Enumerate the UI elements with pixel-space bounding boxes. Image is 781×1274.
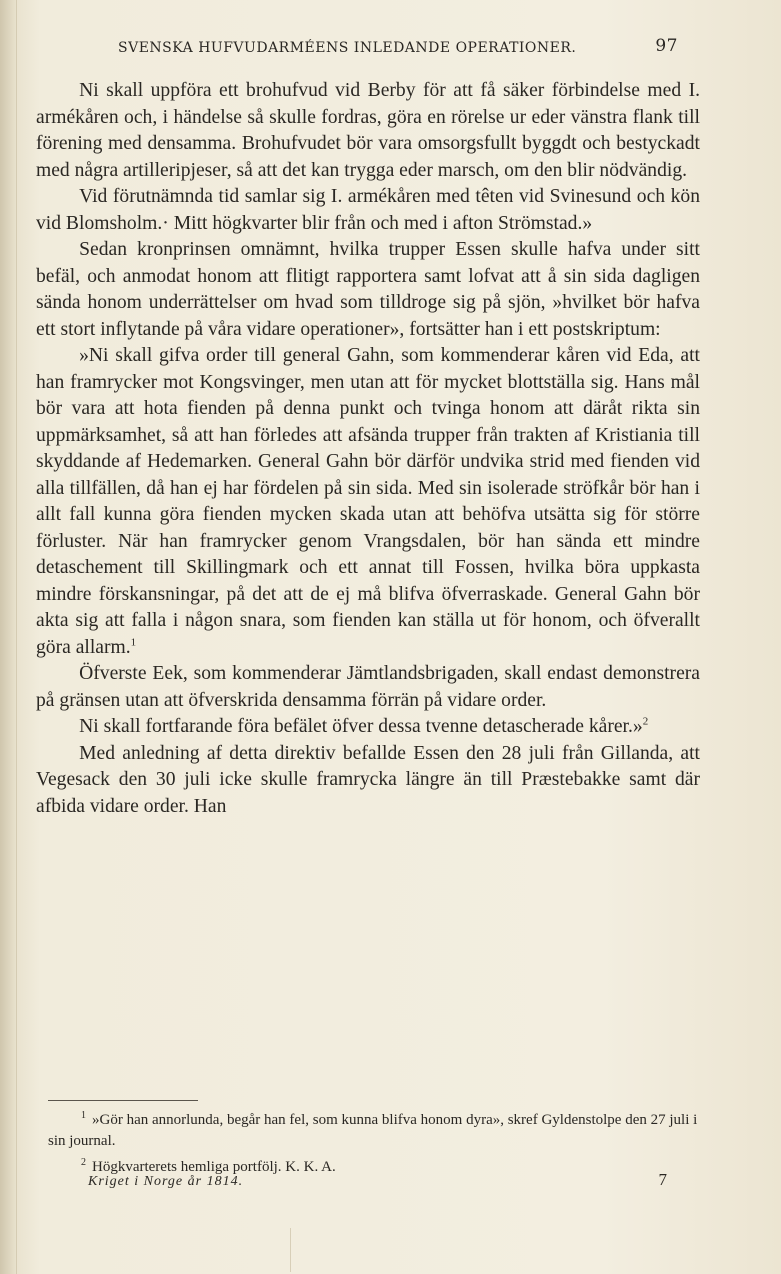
paragraph-text: »Ni skall gifva order till general Gahn, som kommenderar kåren vid Eda, att han framrycker mot Kongsvinger, men utan att för mycket blottställa sig. Hans mål bör vara att hota fienden på denna punkt och tvinga honom att däråt rikta sin uppmärksamhet, så att han förledes att afsända trupper från trakten af Kristiania till skyddande af Hedemarken. General Gahn bör därför undvika strid med fienden vid alla tillfällen, då han ej har fördelen på sin sida. Med sin isolerade ströfkår bör han i allt fall kunna göra fienden mycken skada utan att behöfva utsätta sig för större förluster. När han framrycker genom Vrangsdalen, bör han sända ett mindre detaschement till Skillingmark och ett annat till Fossen, hvilka böra uppkasta mindre förskansningar, på det att de ej må blifva öfverraskade. General Gahn bör akta sig att falla i någon snara, som fienden kan ställa ut för honom, och öfverallt göra allarm. — [36, 345, 700, 658]
book-title: Kriget i Norge år 1814. — [88, 1174, 244, 1189]
page-footer — [88, 1170, 668, 1190]
footnote-text: »Gör han annorlunda, begår han fel, som kunna blifva honom dyra», skref Gyldenstolpe den 27 juli i sin journal. — [48, 1112, 698, 1149]
paragraph — [36, 714, 700, 741]
paragraph: Vid förutnämnda tid samlar sig I. armékåren med têten vid Svinesund och kön vid Blomsholm.· Mitt högkvarter blir från och med i afton Strömstad.» — [36, 186, 700, 234]
paragraph: Öfverste Eek, som kommenderar Jämtlandsbrigaden, skall endast demonstrera på gränsen utan att öfverskrida densamma förrän på vidare order. — [36, 663, 700, 711]
footnote-text: Högkvarterets hemliga portfölj. K. K. A. — [92, 1159, 336, 1175]
page-number: 97 — [655, 36, 678, 56]
body-text — [36, 78, 700, 820]
signature-mark: 7 — [658, 1170, 668, 1189]
paragraph: Ni skall uppföra ett brohufvud vid Berby för att få säker förbindelse med I. armékåren och, i händelse så skulle fordras, göra en rörelse ur eder vänstra flank till förening med densamma. Brohufvudet bör vara omsorgsfullt byggdt och bestyckadt med några artilleripjeser, så att det kan trygga eder marsch, om den blir nödvändig. — [36, 80, 700, 181]
footnote-ref: 2 — [642, 715, 649, 728]
footnote-number: 1 — [81, 1110, 86, 1121]
footnote-ref: 1 — [130, 635, 137, 648]
paragraph — [36, 343, 700, 661]
footnote-number: 2 — [81, 1157, 86, 1168]
book-spine — [0, 0, 17, 1274]
page-edge-mark — [270, 1228, 291, 1272]
footnote-divider — [48, 1100, 198, 1101]
footnotes — [48, 1105, 698, 1178]
paragraph: Sedan kronprinsen omnämnt, hvilka trupper Essen skulle hafva under sitt befäl, och anmodat honom att flitigt rapportera samt lofvat att å sin sida dagligen sända honom underrättelser om hvad som tilldroge sig på sjön, »hvilket bör hafva ett stort inflytande på våra vidare operationer», fortsätter han i ett postskriptum: — [36, 239, 700, 340]
running-head: SVENSKA HUFVUDARMÉENS INLEDANDE OPERATIONER. — [118, 40, 577, 56]
paragraph-text: Ni skall fortfarande föra befälet öfver dessa tvenne detascherade kårer.» — [79, 716, 643, 737]
footnote — [48, 1105, 698, 1152]
paragraph: Med anledning af detta direktiv befallde Essen den 28 juli från Gillanda, att Vegesack den 30 juli icke skulle framrycka längre än till Præstebakke samt där afbida vidare order. Han — [36, 742, 700, 817]
